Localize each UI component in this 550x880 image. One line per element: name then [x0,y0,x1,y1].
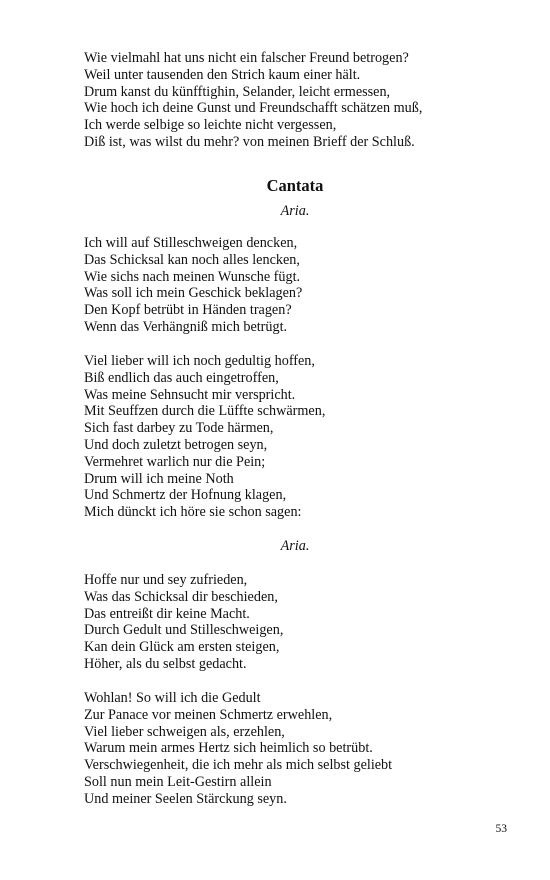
verse-line: Den Kopf betrübt in Händen tragen? [84,302,292,319]
verse-line: Mich dünckt ich höre sie schon sagen: [84,504,302,521]
verse-line: Ich will auf Stilleschweigen dencken, [84,235,298,251]
verse-line: Viel lieber will ich noch gedultig hoffen, [84,353,315,369]
letter-ending [84,50,504,151]
verse-line: Was meine Sehnsucht mir verspricht. [84,386,296,403]
verse-line: Und doch zuletzt betrogen seyn, [84,436,268,453]
verse-line: Viel lieber schweigen als, erzehlen, [84,723,285,740]
aria-label-1: Aria. [280,203,310,219]
verse-line: Höher, als du selbst gedacht. [84,655,247,672]
verse-line: Und meiner Seelen Stärckung seyn. [84,790,287,807]
cantata-title: Cantata [266,176,324,195]
verse-line: Zur Panace vor meinen Schmertz erwehlen, [84,706,333,723]
verse-line: Weil unter tausenden den Strich kaum einer hält. [84,66,361,83]
verse-line: Verschwiegenheit, die ich mehr als mich selbst geliebt [84,757,393,774]
verse-line: Durch Gedult und Stilleschweigen, [84,622,284,639]
aria-stanza-2 [84,572,504,673]
verse-line: Hoffe nur und sey zufrieden, [84,572,248,588]
verse-line: Biß endlich das auch eingetroffen, [84,369,279,386]
verse-line: Und Schmertz der Hofnung klagen, [84,487,287,504]
verse-line: Wie vielmahl hat uns nicht ein falscher Freund betrogen? [84,50,409,66]
verse-line: Was soll ich mein Geschick beklagen? [84,285,303,302]
verse-line: Das Schicksal kan noch alles lencken, [84,251,300,268]
verse-line: Wohlan! So will ich die Gedult [84,690,261,706]
verse-line: Wie hoch ich deine Gunst und Freundschafft schätzen muß, [84,100,423,117]
recitative-2 [84,690,504,808]
verse-line: Mit Seuffzen durch die Lüffte schwärmen, [84,403,326,420]
verse-line: Drum will ich meine Noth [84,470,234,487]
verse-line: Was das Schicksal dir beschieden, [84,588,278,605]
recitative-1 [84,353,504,521]
verse-line: Kan dein Glück am ersten steigen, [84,639,280,656]
verse-line: Vermehret warlich nur die Pein; [84,453,266,470]
verse-line: Sich fast darbey zu Tode härmen, [84,420,274,437]
verse-line: Drum kanst du künfftighin, Selander, leicht ermessen, [84,83,391,100]
verse-line: Diß ist, was wilst du mehr? von meinen Brieff der Schluß. [84,133,415,150]
aria-stanza-1 [84,235,504,336]
verse-line: Das entreißt dir keine Macht. [84,605,250,622]
verse-line: Warum mein armes Hertz sich heimlich so betrübt. [84,740,373,757]
verse-line: Wenn das Verhängniß mich betrügt. [84,318,288,335]
aria-label-2: Aria. [280,538,310,554]
verse-line: Wie sichs nach meinen Wunsche fügt. [84,268,301,285]
verse-line: Ich werde selbige so leichte nicht vergessen, [84,117,337,134]
verse-line: Soll nun mein Leit-Gestirn allein [84,773,272,790]
page-number: 53 [495,823,507,835]
